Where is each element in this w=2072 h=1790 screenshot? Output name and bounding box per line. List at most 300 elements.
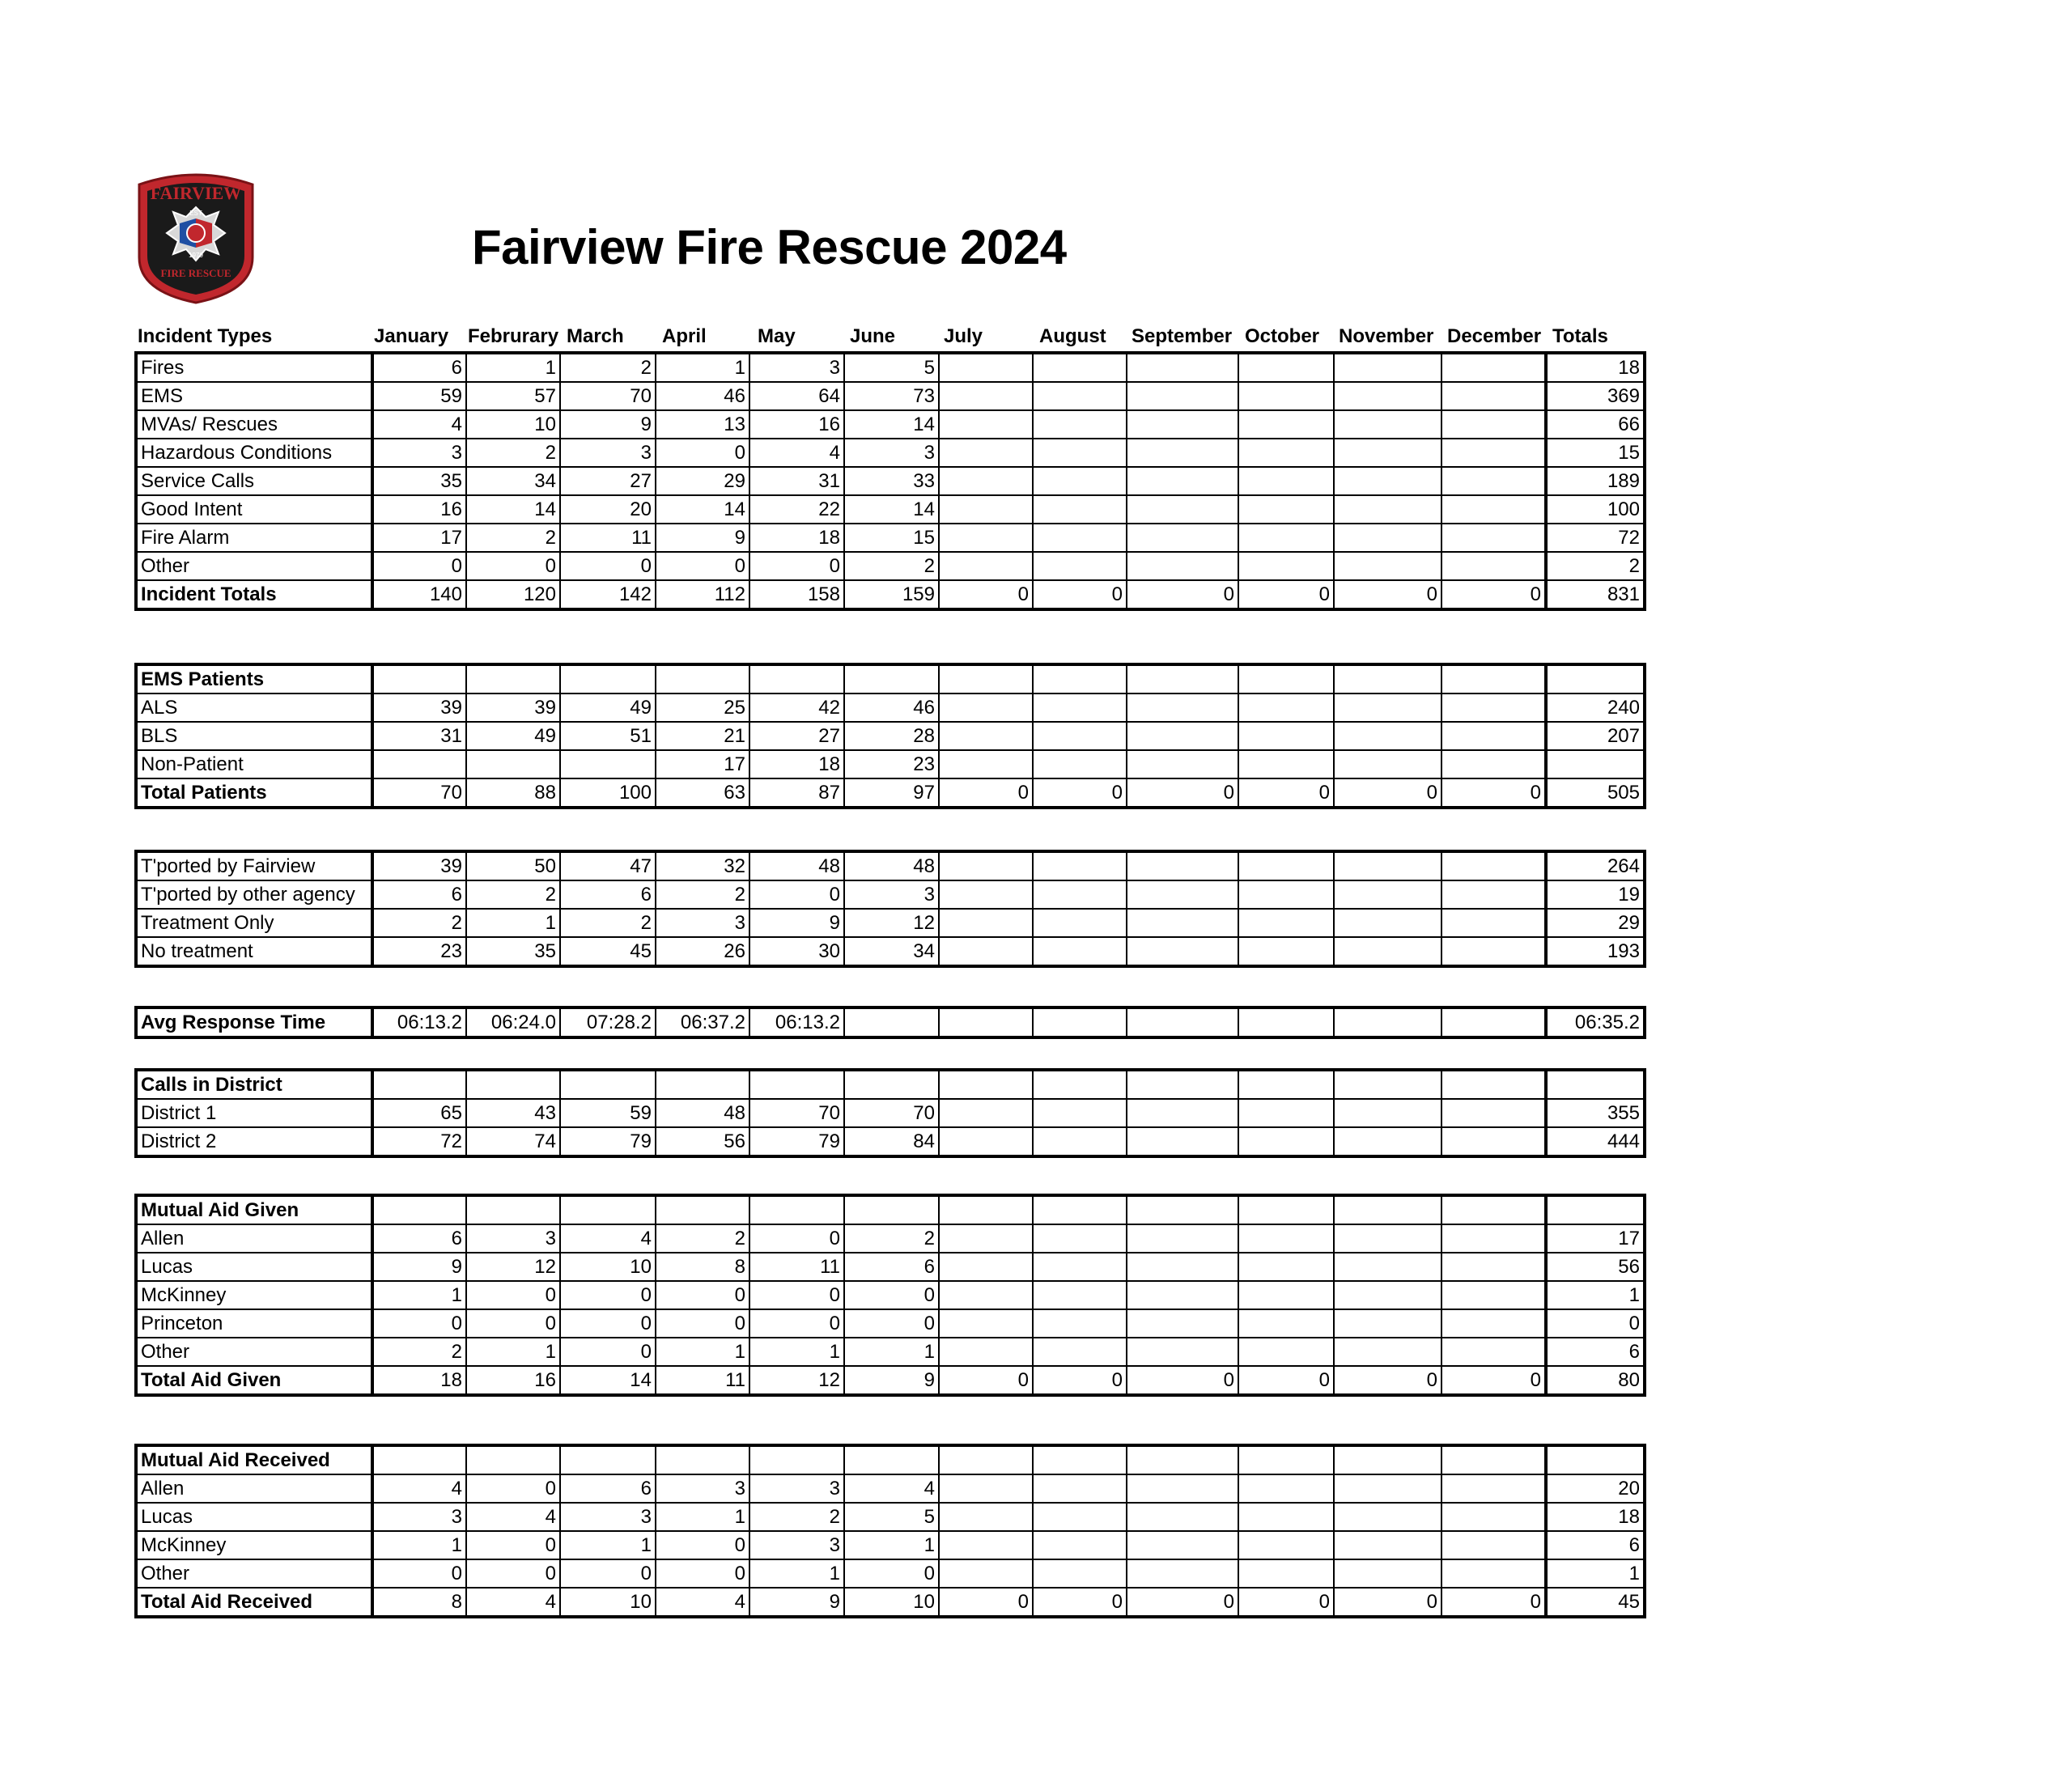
value-cell xyxy=(749,1445,844,1474)
value-cell: 10 xyxy=(844,1588,939,1617)
value-cell xyxy=(1238,1195,1334,1224)
value-cell xyxy=(1441,1070,1546,1099)
value-cell: 17 xyxy=(656,750,749,778)
value-cell xyxy=(939,664,1033,694)
table-row xyxy=(136,495,1645,524)
value-cell xyxy=(1127,750,1238,778)
value-cell: 2 xyxy=(372,909,466,937)
value-cell xyxy=(1127,937,1238,966)
value-cell xyxy=(939,937,1033,966)
row-label: Princeton xyxy=(136,1309,372,1338)
value-cell: 4 xyxy=(656,1588,749,1617)
value-cell xyxy=(1238,1503,1334,1531)
svg-text:1979: 1979 xyxy=(189,252,203,259)
total-cell: 20 xyxy=(1546,1474,1645,1503)
value-cell: 5 xyxy=(844,353,939,382)
value-cell: 11 xyxy=(560,524,656,552)
total-cell: 2 xyxy=(1546,552,1645,580)
table-response-time xyxy=(134,1006,1646,1039)
header-month: December xyxy=(1447,325,1542,347)
value-cell: 0 xyxy=(749,1309,844,1338)
value-cell xyxy=(560,664,656,694)
value-cell xyxy=(749,664,844,694)
row-label: T'ported by Fairview xyxy=(136,851,372,880)
value-cell: 33 xyxy=(844,467,939,495)
row-label: McKinney xyxy=(136,1531,372,1559)
value-cell xyxy=(1334,1474,1441,1503)
value-cell: 12 xyxy=(749,1366,844,1395)
table-row xyxy=(136,750,1645,778)
value-cell xyxy=(372,664,466,694)
value-cell xyxy=(656,1195,749,1224)
value-cell: 50 xyxy=(466,851,560,880)
value-cell xyxy=(1127,1309,1238,1338)
row-label: Allen xyxy=(136,1224,372,1253)
table-row xyxy=(136,1309,1645,1338)
value-cell: 8 xyxy=(372,1588,466,1617)
value-cell: 22 xyxy=(749,495,844,524)
table-incident-types xyxy=(134,351,1646,611)
table-row xyxy=(136,1281,1645,1309)
value-cell xyxy=(372,1445,466,1474)
value-cell: 64 xyxy=(749,382,844,410)
row-label: Treatment Only xyxy=(136,909,372,937)
value-cell xyxy=(1127,1474,1238,1503)
value-cell xyxy=(939,552,1033,580)
value-cell xyxy=(1334,1338,1441,1366)
value-cell xyxy=(939,1281,1033,1309)
value-cell: 0 xyxy=(656,1309,749,1338)
total-cell xyxy=(1546,750,1645,778)
value-cell xyxy=(844,664,939,694)
row-label: T'ported by other agency xyxy=(136,880,372,909)
value-cell: 2 xyxy=(466,439,560,467)
value-cell: 0 xyxy=(466,552,560,580)
value-cell: 0 xyxy=(656,1281,749,1309)
value-cell: 59 xyxy=(372,382,466,410)
value-cell: 3 xyxy=(466,1224,560,1253)
value-cell: 70 xyxy=(749,1099,844,1127)
value-cell xyxy=(466,750,560,778)
value-cell: 9 xyxy=(372,1253,466,1281)
value-cell xyxy=(1238,1253,1334,1281)
value-cell xyxy=(1334,664,1441,694)
value-cell xyxy=(1334,439,1441,467)
value-cell xyxy=(1441,722,1546,750)
value-cell xyxy=(1033,1559,1127,1588)
value-cell xyxy=(844,1445,939,1474)
value-cell: 6 xyxy=(844,1253,939,1281)
total-cell: 15 xyxy=(1546,439,1645,467)
value-cell xyxy=(939,467,1033,495)
value-cell: 65 xyxy=(372,1099,466,1127)
svg-text:FAIRVIEW: FAIRVIEW xyxy=(150,183,242,203)
value-cell xyxy=(1441,1127,1546,1156)
value-cell: 70 xyxy=(844,1099,939,1127)
value-cell: 10 xyxy=(560,1588,656,1617)
value-cell: 0 xyxy=(1127,1588,1238,1617)
value-cell: 1 xyxy=(656,1503,749,1531)
value-cell: 84 xyxy=(844,1127,939,1156)
value-cell: 0 xyxy=(1238,1588,1334,1617)
total-cell: 369 xyxy=(1546,382,1645,410)
value-cell: 79 xyxy=(560,1127,656,1156)
value-cell xyxy=(1033,439,1127,467)
row-label: Other xyxy=(136,552,372,580)
value-cell xyxy=(1238,382,1334,410)
value-cell: 47 xyxy=(560,851,656,880)
value-cell: 0 xyxy=(1441,580,1546,609)
row-label: BLS xyxy=(136,722,372,750)
value-cell: 0 xyxy=(1334,1588,1441,1617)
value-cell xyxy=(1033,1195,1127,1224)
value-cell xyxy=(749,1070,844,1099)
value-cell xyxy=(1441,353,1546,382)
value-cell xyxy=(1334,1127,1441,1156)
value-cell xyxy=(1238,439,1334,467)
value-cell xyxy=(560,1070,656,1099)
table-row xyxy=(136,1503,1645,1531)
value-cell: 2 xyxy=(466,524,560,552)
value-cell: 8 xyxy=(656,1253,749,1281)
table-row xyxy=(136,1366,1645,1395)
value-cell: 74 xyxy=(466,1127,560,1156)
row-label: Service Calls xyxy=(136,467,372,495)
value-cell xyxy=(1033,1474,1127,1503)
value-cell: 3 xyxy=(560,1503,656,1531)
value-cell: 20 xyxy=(560,495,656,524)
value-cell: 2 xyxy=(372,1338,466,1366)
table-row xyxy=(136,1338,1645,1366)
value-cell xyxy=(466,1195,560,1224)
total-cell: 80 xyxy=(1546,1366,1645,1395)
value-cell xyxy=(1033,909,1127,937)
table-row xyxy=(136,1099,1645,1127)
row-label: No treatment xyxy=(136,937,372,966)
value-cell xyxy=(1127,1007,1238,1037)
value-cell xyxy=(1334,1070,1441,1099)
value-cell: 11 xyxy=(749,1253,844,1281)
table-mutual-aid-received xyxy=(134,1444,1646,1618)
value-cell xyxy=(1033,382,1127,410)
value-cell: 158 xyxy=(749,580,844,609)
svg-text:FIRE RESCUE: FIRE RESCUE xyxy=(160,267,231,279)
row-label: Lucas xyxy=(136,1253,372,1281)
value-cell xyxy=(939,1253,1033,1281)
value-cell xyxy=(1127,439,1238,467)
value-cell: 0 xyxy=(466,1559,560,1588)
value-cell: 13 xyxy=(656,410,749,439)
table-calls-in-district xyxy=(134,1068,1646,1158)
header-month: January xyxy=(374,325,449,347)
value-cell xyxy=(1334,851,1441,880)
value-cell xyxy=(1127,880,1238,909)
value-cell xyxy=(1127,1224,1238,1253)
value-cell xyxy=(1033,1099,1127,1127)
value-cell: 0 xyxy=(1441,1588,1546,1617)
value-cell xyxy=(939,1559,1033,1588)
header-month: July xyxy=(944,325,983,347)
value-cell: 2 xyxy=(656,880,749,909)
total-cell: 56 xyxy=(1546,1253,1645,1281)
value-cell: 3 xyxy=(749,353,844,382)
table-row xyxy=(136,664,1645,694)
value-cell xyxy=(1334,495,1441,524)
value-cell xyxy=(466,664,560,694)
value-cell: 97 xyxy=(844,778,939,808)
value-cell xyxy=(1441,1531,1546,1559)
table-row xyxy=(136,524,1645,552)
value-cell xyxy=(1127,382,1238,410)
value-cell xyxy=(1441,1281,1546,1309)
value-cell xyxy=(939,410,1033,439)
value-cell xyxy=(1238,524,1334,552)
value-cell: 0 xyxy=(749,1224,844,1253)
value-cell: 0 xyxy=(560,1309,656,1338)
value-cell xyxy=(1033,722,1127,750)
total-cell: 1 xyxy=(1546,1559,1645,1588)
value-cell: 112 xyxy=(656,580,749,609)
value-cell xyxy=(939,1338,1033,1366)
table-row xyxy=(136,1531,1645,1559)
value-cell: 4 xyxy=(466,1503,560,1531)
value-cell: 0 xyxy=(466,1474,560,1503)
value-cell: 9 xyxy=(749,909,844,937)
value-cell: 42 xyxy=(749,694,844,722)
table-row xyxy=(136,694,1645,722)
page-title: Fairview Fire Rescue 2024 xyxy=(472,220,1067,274)
value-cell xyxy=(1033,1127,1127,1156)
value-cell: 0 xyxy=(560,1559,656,1588)
value-cell: 14 xyxy=(844,495,939,524)
value-cell: 1 xyxy=(560,1531,656,1559)
total-cell: 444 xyxy=(1546,1127,1645,1156)
value-cell: 87 xyxy=(749,778,844,808)
value-cell xyxy=(1441,439,1546,467)
value-cell: 9 xyxy=(844,1366,939,1395)
value-cell: 0 xyxy=(1033,778,1127,808)
value-cell: 0 xyxy=(1033,1366,1127,1395)
value-cell xyxy=(372,1195,466,1224)
value-cell: 2 xyxy=(466,880,560,909)
value-cell xyxy=(1441,1474,1546,1503)
value-cell xyxy=(1334,1253,1441,1281)
value-cell: 3 xyxy=(656,909,749,937)
value-cell xyxy=(1127,1531,1238,1559)
value-cell xyxy=(1441,382,1546,410)
value-cell: 43 xyxy=(466,1099,560,1127)
value-cell: 16 xyxy=(372,495,466,524)
table-row xyxy=(136,1224,1645,1253)
value-cell: 0 xyxy=(1334,580,1441,609)
value-cell: 1 xyxy=(844,1338,939,1366)
value-cell: 0 xyxy=(939,1588,1033,1617)
table-row xyxy=(136,552,1645,580)
value-cell: 0 xyxy=(939,1366,1033,1395)
value-cell: 06:13.2 xyxy=(372,1007,466,1037)
table-row xyxy=(136,937,1645,966)
value-cell: 4 xyxy=(466,1588,560,1617)
value-cell: 3 xyxy=(372,439,466,467)
table-row xyxy=(136,1070,1645,1099)
value-cell xyxy=(1334,1195,1441,1224)
table-row xyxy=(136,580,1645,609)
value-cell: 6 xyxy=(372,880,466,909)
value-cell: 6 xyxy=(372,1224,466,1253)
value-cell xyxy=(1127,495,1238,524)
table-row xyxy=(136,1007,1645,1037)
total-cell: 45 xyxy=(1546,1588,1645,1617)
value-cell xyxy=(1127,851,1238,880)
value-cell: 4 xyxy=(372,410,466,439)
value-cell: 48 xyxy=(749,851,844,880)
value-cell xyxy=(560,1445,656,1474)
value-cell xyxy=(1441,1099,1546,1127)
value-cell xyxy=(1127,722,1238,750)
value-cell: 14 xyxy=(844,410,939,439)
total-cell: 207 xyxy=(1546,722,1645,750)
total-cell: 18 xyxy=(1546,1503,1645,1531)
row-label: Hazardous Conditions xyxy=(136,439,372,467)
total-cell: 240 xyxy=(1546,694,1645,722)
total-cell: 17 xyxy=(1546,1224,1645,1253)
value-cell: 9 xyxy=(656,524,749,552)
value-cell: 3 xyxy=(372,1503,466,1531)
total-cell xyxy=(1546,664,1645,694)
value-cell xyxy=(939,851,1033,880)
value-cell xyxy=(1441,410,1546,439)
total-cell: 6 xyxy=(1546,1338,1645,1366)
value-cell xyxy=(1127,410,1238,439)
header-totals: Totals xyxy=(1552,325,1608,347)
value-cell: 0 xyxy=(749,880,844,909)
value-cell: 0 xyxy=(1441,778,1546,808)
value-cell: 0 xyxy=(1238,778,1334,808)
header-month: September xyxy=(1132,325,1233,347)
value-cell xyxy=(844,1007,939,1037)
value-cell xyxy=(939,439,1033,467)
value-cell: 10 xyxy=(560,1253,656,1281)
value-cell xyxy=(1033,1070,1127,1099)
value-cell xyxy=(1238,552,1334,580)
value-cell xyxy=(1238,1070,1334,1099)
value-cell xyxy=(1334,467,1441,495)
value-cell: 0 xyxy=(1238,1366,1334,1395)
value-cell: 63 xyxy=(656,778,749,808)
value-cell: 9 xyxy=(560,410,656,439)
value-cell xyxy=(1238,495,1334,524)
value-cell xyxy=(1127,1338,1238,1366)
value-cell: 2 xyxy=(560,353,656,382)
row-label: Lucas xyxy=(136,1503,372,1531)
table-row xyxy=(136,1559,1645,1588)
row-label: District 2 xyxy=(136,1127,372,1156)
value-cell: 0 xyxy=(372,1309,466,1338)
table-row xyxy=(136,1588,1645,1617)
value-cell: 70 xyxy=(560,382,656,410)
value-cell: 159 xyxy=(844,580,939,609)
table-row xyxy=(136,778,1645,808)
table-ems-patients xyxy=(134,663,1646,809)
value-cell: 12 xyxy=(844,909,939,937)
value-cell: 0 xyxy=(1127,1366,1238,1395)
value-cell xyxy=(1238,410,1334,439)
value-cell: 0 xyxy=(1334,1366,1441,1395)
row-label: District 1 xyxy=(136,1099,372,1127)
value-cell: 29 xyxy=(656,467,749,495)
value-cell xyxy=(939,1309,1033,1338)
value-cell: 39 xyxy=(372,694,466,722)
value-cell: 39 xyxy=(372,851,466,880)
value-cell: 0 xyxy=(1238,580,1334,609)
value-cell: 6 xyxy=(560,1474,656,1503)
value-cell xyxy=(1033,353,1127,382)
value-cell xyxy=(1127,1099,1238,1127)
value-cell: 0 xyxy=(372,552,466,580)
table-row xyxy=(136,1445,1645,1474)
value-cell: 32 xyxy=(656,851,749,880)
value-cell xyxy=(1033,880,1127,909)
value-cell xyxy=(1127,1070,1238,1099)
row-label: Allen xyxy=(136,1474,372,1503)
value-cell xyxy=(939,1099,1033,1127)
value-cell xyxy=(1033,1445,1127,1474)
value-cell: 72 xyxy=(372,1127,466,1156)
value-cell: 18 xyxy=(749,524,844,552)
value-cell: 34 xyxy=(844,937,939,966)
value-cell xyxy=(1334,722,1441,750)
value-cell xyxy=(1127,1503,1238,1531)
value-cell: 34 xyxy=(466,467,560,495)
row-label: Incident Totals xyxy=(136,580,372,609)
value-cell xyxy=(939,880,1033,909)
row-label: MVAs/ Rescues xyxy=(136,410,372,439)
value-cell: 73 xyxy=(844,382,939,410)
value-cell xyxy=(466,1070,560,1099)
value-cell xyxy=(939,524,1033,552)
table-row xyxy=(136,1253,1645,1281)
value-cell: 120 xyxy=(466,580,560,609)
value-cell: 1 xyxy=(372,1281,466,1309)
value-cell: 0 xyxy=(466,1531,560,1559)
value-cell xyxy=(1238,694,1334,722)
total-cell: 193 xyxy=(1546,937,1645,966)
row-label: Other xyxy=(136,1559,372,1588)
table-row xyxy=(136,722,1645,750)
value-cell xyxy=(1441,1224,1546,1253)
value-cell xyxy=(1127,467,1238,495)
value-cell xyxy=(1441,1195,1546,1224)
value-cell xyxy=(1127,1253,1238,1281)
value-cell: 6 xyxy=(560,880,656,909)
value-cell xyxy=(1238,937,1334,966)
header-month: Februrary xyxy=(468,325,559,347)
table-row xyxy=(136,353,1645,382)
value-cell xyxy=(1238,750,1334,778)
row-label: Non-Patient xyxy=(136,750,372,778)
value-cell xyxy=(1238,1127,1334,1156)
value-cell: 0 xyxy=(749,552,844,580)
value-cell xyxy=(1441,851,1546,880)
header-month: March xyxy=(567,325,624,347)
value-cell xyxy=(1238,467,1334,495)
value-cell xyxy=(939,909,1033,937)
table-row xyxy=(136,467,1645,495)
value-cell xyxy=(1127,694,1238,722)
value-cell xyxy=(1441,1338,1546,1366)
value-cell: 0 xyxy=(372,1559,466,1588)
value-cell xyxy=(1334,1445,1441,1474)
